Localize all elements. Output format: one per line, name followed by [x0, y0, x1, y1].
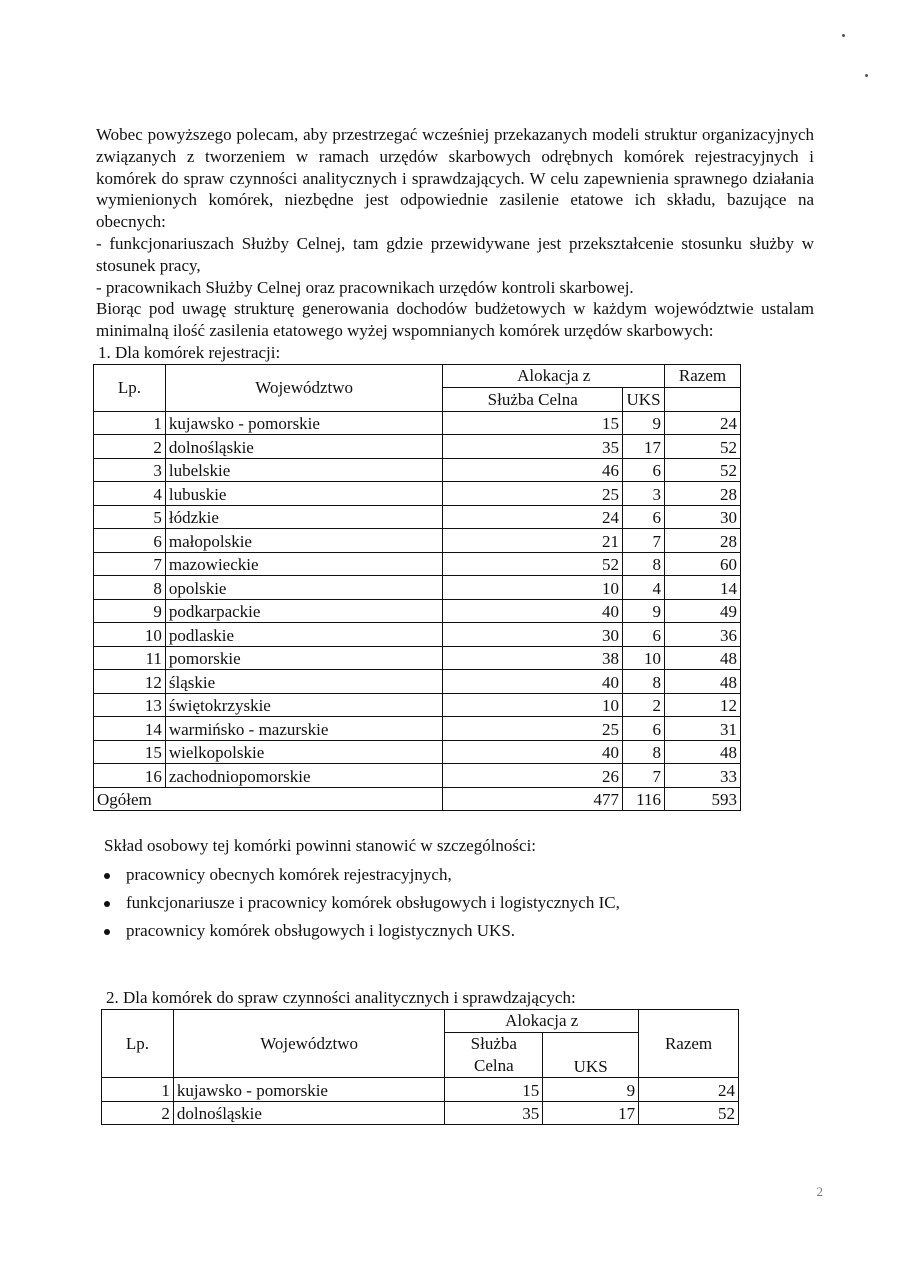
row-wojewodztwo: wielkopolskie	[165, 740, 443, 764]
row-uks: 9	[623, 599, 665, 623]
row-wojewodztwo: lubuskie	[165, 482, 443, 506]
row-lp: 16	[94, 764, 166, 788]
scan-speck	[842, 34, 845, 37]
row-wojewodztwo: warmińsko - mazurskie	[165, 717, 443, 741]
row-lp: 10	[94, 623, 166, 647]
table-row	[102, 1078, 739, 1102]
header-alokacja: Alokacja z	[443, 364, 665, 388]
row-lp: 9	[94, 599, 166, 623]
intro-dash-item: - pracownikach Służby Celnej oraz pracownikach urzędów kontroli skarbowej.	[96, 277, 634, 297]
total-uks: 116	[623, 787, 665, 811]
row-lp: 7	[94, 552, 166, 576]
row-razem: 14	[665, 576, 741, 600]
row-sluzba-celna: 35	[443, 435, 623, 459]
table-row	[94, 740, 741, 764]
table-row	[102, 1101, 739, 1125]
header-sluzba-celna: Służba Celna	[443, 388, 623, 412]
header-uks: UKS	[623, 388, 665, 412]
row-uks: 6	[623, 458, 665, 482]
document-body	[96, 124, 814, 1125]
row-lp: 1	[94, 411, 166, 435]
row-razem: 48	[665, 740, 741, 764]
table-row	[94, 576, 741, 600]
row-uks: 9	[623, 411, 665, 435]
row-uks: 17	[543, 1101, 639, 1125]
row-uks: 4	[623, 576, 665, 600]
header-razem: Razem	[639, 1009, 739, 1078]
row-uks: 7	[623, 529, 665, 553]
header-lp: Lp.	[94, 364, 166, 411]
row-sluzba-celna: 40	[443, 740, 623, 764]
row-razem: 52	[639, 1101, 739, 1125]
row-wojewodztwo: dolnośląskie	[165, 435, 443, 459]
table-row	[94, 458, 741, 482]
row-wojewodztwo: śląskie	[165, 670, 443, 694]
row-wojewodztwo: kujawsko - pomorskie	[165, 411, 443, 435]
row-razem: 52	[665, 435, 741, 459]
header-sluzba-line1: Służba	[470, 1034, 517, 1054]
row-sluzba-celna: 46	[443, 458, 623, 482]
header-razem: Razem	[665, 364, 741, 388]
row-sluzba-celna: 10	[443, 693, 623, 717]
header-sluzba-celna	[445, 1033, 543, 1078]
row-sluzba-celna: 40	[443, 599, 623, 623]
row-uks: 8	[623, 552, 665, 576]
row-lp: 3	[94, 458, 166, 482]
row-wojewodztwo: lubelskie	[165, 458, 443, 482]
row-uks: 8	[623, 670, 665, 694]
scan-speck	[865, 74, 868, 77]
row-wojewodztwo: świętokrzyskie	[165, 693, 443, 717]
intro-dash-item: - funkcjonariuszach Służby Celnej, tam gdzie przewidywane jest przekształcenie stosunku służby w stosunek pracy,	[96, 233, 814, 275]
row-lp: 1	[102, 1078, 174, 1102]
row-wojewodztwo: opolskie	[165, 576, 443, 600]
table-row	[94, 646, 741, 670]
row-razem: 52	[665, 458, 741, 482]
row-sluzba-celna: 24	[443, 505, 623, 529]
table-row	[94, 411, 741, 435]
row-lp: 14	[94, 717, 166, 741]
row-wojewodztwo: pomorskie	[165, 646, 443, 670]
row-wojewodztwo: małopolskie	[165, 529, 443, 553]
total-sluzba-celna: 477	[443, 787, 623, 811]
row-razem: 49	[665, 599, 741, 623]
row-sluzba-celna: 21	[443, 529, 623, 553]
table-row	[94, 435, 741, 459]
page-number: 2	[816, 1184, 823, 1199]
row-uks: 6	[623, 717, 665, 741]
table-row	[94, 529, 741, 553]
row-sluzba-celna: 38	[443, 646, 623, 670]
row-uks: 3	[623, 482, 665, 506]
table-row	[94, 764, 741, 788]
header-alokacja: Alokacja z	[445, 1009, 639, 1033]
staff-lead: Skład osobowy tej komórki powinni stanowić w szczególności:	[104, 836, 537, 856]
header-wojewodztwo: Województwo	[173, 1009, 445, 1078]
row-sluzba-celna: 40	[443, 670, 623, 694]
row-sluzba-celna: 26	[443, 764, 623, 788]
table-row	[94, 693, 741, 717]
total-razem: 593	[665, 787, 741, 811]
row-uks: 8	[623, 740, 665, 764]
table-row	[94, 505, 741, 529]
row-sluzba-celna: 10	[443, 576, 623, 600]
row-wojewodztwo: dolnośląskie	[173, 1101, 445, 1125]
row-razem: 31	[665, 717, 741, 741]
row-uks: 7	[623, 764, 665, 788]
header-uks: UKS	[543, 1033, 639, 1078]
allocation-paragraph: Biorąc pod uwagę strukturę generowania dochodów budżetowych w każdym województwie ustalam minimalną ilość zasilenia etatowego wyżej wspomnianych komórek urzędów skarbowych:	[96, 299, 814, 341]
row-wojewodztwo: kujawsko - pomorskie	[173, 1078, 445, 1102]
row-razem: 33	[665, 764, 741, 788]
table-total-row	[94, 787, 741, 811]
row-lp: 15	[94, 740, 166, 764]
row-razem: 30	[665, 505, 741, 529]
intro-paragraph: Wobec powyższego polecam, aby przestrzegać wcześniej przekazanych modeli struktur organizacyjnych związanych z tworzeniem w ramach urzędów skarbowych odrębnych komórek rejestracyjnych i komórek do spraw czynności analitycznych i sprawdzających. W celu zapewnienia sprawnego działania wymienionych komórek, niezbędne jest odpowiednie zasilenie etatowe ich składu, bazujące na obecnych:	[96, 125, 814, 232]
row-wojewodztwo: łódzkie	[165, 505, 443, 529]
row-sluzba-celna: 25	[443, 482, 623, 506]
staff-list-item: funkcjonariusze i pracownicy komórek obsługowych i logistycznych IC,	[96, 889, 814, 917]
row-razem: 48	[665, 670, 741, 694]
row-uks: 6	[623, 505, 665, 529]
row-uks: 2	[623, 693, 665, 717]
row-uks: 6	[623, 623, 665, 647]
row-lp: 8	[94, 576, 166, 600]
header-lp: Lp.	[102, 1009, 174, 1078]
row-sluzba-celna: 15	[445, 1078, 543, 1102]
staff-list-item: pracownicy obecnych komórek rejestracyjnych,	[96, 861, 814, 889]
staff-list	[96, 861, 814, 945]
table-row	[94, 599, 741, 623]
row-wojewodztwo: podlaskie	[165, 623, 443, 647]
registration-allocation-table	[93, 364, 741, 812]
row-lp: 4	[94, 482, 166, 506]
row-razem: 24	[665, 411, 741, 435]
row-sluzba-celna: 25	[443, 717, 623, 741]
table-row	[94, 717, 741, 741]
table2-heading: 2. Dla komórek do spraw czynności analitycznych i sprawdzających:	[106, 988, 576, 1008]
row-lp: 6	[94, 529, 166, 553]
row-wojewodztwo: mazowieckie	[165, 552, 443, 576]
staff-list-item: pracownicy komórek obsługowych i logistycznych UKS.	[96, 917, 814, 945]
row-razem: 28	[665, 529, 741, 553]
header-razem-blank	[665, 388, 741, 412]
row-sluzba-celna: 52	[443, 552, 623, 576]
header-sluzba-line2: Celna	[473, 1056, 514, 1076]
row-razem: 28	[665, 482, 741, 506]
row-sluzba-celna: 35	[445, 1101, 543, 1125]
table1-heading: 1. Dla komórek rejestracji:	[98, 342, 281, 362]
row-wojewodztwo: podkarpackie	[165, 599, 443, 623]
row-razem: 48	[665, 646, 741, 670]
row-razem: 36	[665, 623, 741, 647]
row-lp: 2	[94, 435, 166, 459]
row-razem: 24	[639, 1078, 739, 1102]
total-label: Ogółem	[94, 787, 443, 811]
analytical-allocation-table	[101, 1009, 739, 1126]
table-row	[94, 623, 741, 647]
table-row	[94, 552, 741, 576]
row-razem: 60	[665, 552, 741, 576]
row-wojewodztwo: zachodniopomorskie	[165, 764, 443, 788]
row-lp: 13	[94, 693, 166, 717]
row-lp: 2	[102, 1101, 174, 1125]
table-row	[94, 482, 741, 506]
row-lp: 11	[94, 646, 166, 670]
row-uks: 9	[543, 1078, 639, 1102]
table-row	[94, 670, 741, 694]
row-uks: 17	[623, 435, 665, 459]
row-razem: 12	[665, 693, 741, 717]
row-sluzba-celna: 15	[443, 411, 623, 435]
row-uks: 10	[623, 646, 665, 670]
row-lp: 5	[94, 505, 166, 529]
header-wojewodztwo: Województwo	[165, 364, 443, 411]
row-sluzba-celna: 30	[443, 623, 623, 647]
row-lp: 12	[94, 670, 166, 694]
